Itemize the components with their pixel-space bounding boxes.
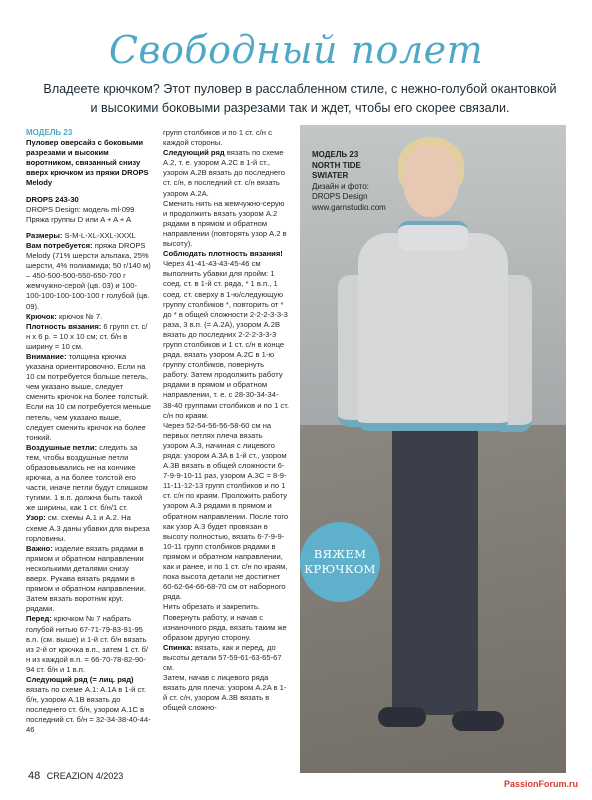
col2-p3: Через 41-41-43-43-45-46 см выполнить убавки для пройм: 1 соед. ст. в 1-й ст. ряда, * 1 в.п., 1 соед. ст. сверху в 1-ю/следующую группу столбиков *, повторить от * до * в общей сложности 2-2-2-3-3-3 раза, 3 в.п. (= A.2A), узором A.2B вязать до последних 2-2-2-3-3-3 групп столбиков и 1 ст. с/н в конце ряда, вязать узором A.2C в 1-ю группу столбиков, повернуть работу. Затем продолжить работу рядами в прямом и обратном направлении, т. е. с 28-30-34-34-38-40 группами столбиков и по 1 ст. с/н по краям. bbox=[163, 259, 289, 420]
intro-text bbox=[30, 80, 570, 118]
hook-text: крючок № 7. bbox=[56, 311, 103, 321]
pattern-text: см. схемы A.1 и A.2. На схеме A.3 даны убавки для выреза горловины. bbox=[26, 513, 150, 543]
sizes-label: Размеры: bbox=[26, 230, 63, 240]
air-text: следить за тем, чтобы воздушные петли образовывались не на кончике крючка, а на более толстой его части, иначе петли будут слишком тугими. 1 в.п. должна быть такой же ширины, как 1 ст. б/н/1 ст. bbox=[26, 442, 148, 513]
model-description: Пуловер оверсайз с боковыми разрезами и высоким воротником, связанный снизу вверх крючком из пряжи DROPS Melody bbox=[26, 138, 149, 188]
model-number: МОДЕЛЬ 23 bbox=[26, 128, 73, 137]
front-text: крючком № 7 набрать голубой нитью 67-71-79-83-91-95 в.п. (см. выше) и 1-й ст. б/н вязать из 2-й от крючка в.п., затем 1 ст. б/н из каждой в.п. = 66-70-78-82-90-94 ст. б/н и 1 в.п. bbox=[26, 614, 148, 674]
next-row-label: Следующий ряд (= лиц. ряд) bbox=[26, 674, 134, 684]
photo-shoe-left bbox=[378, 707, 426, 727]
badge-line-2: КРЮЧКОМ bbox=[304, 562, 376, 576]
photo-caption bbox=[312, 150, 422, 213]
text-column-2 bbox=[163, 128, 289, 768]
col2-next-label: Следующий ряд bbox=[163, 148, 225, 158]
need-text: пряжа DROPS Melody (71% шерсти альпака, 25% шерсти, 4% полиамида; 50 г/140 м) – 450-500-500-550-650-700 г жемчужно-серой (цв. 03) и 100-100-100-100-100-100 г голубой (цв. 09). bbox=[26, 240, 151, 311]
caption-credit-1: Дизайн и фото: bbox=[312, 181, 369, 191]
sizes-text: S-M-L-XL-XXL-XXXL bbox=[62, 230, 136, 240]
col2-p5: Нить обрезать и закрепить. Повернуть работу, и начав с изнаночного ряда, вязать таким же образом другую сторону. bbox=[163, 602, 287, 642]
magazine-issue: CREAZION 4/2023 bbox=[46, 771, 124, 781]
pattern-label: Узор: bbox=[26, 513, 46, 523]
back-label: Спинка: bbox=[163, 642, 193, 652]
badge-line-1: ВЯЖЕМ bbox=[313, 547, 367, 561]
model-photo bbox=[300, 125, 566, 773]
watermark: PassionForum.ru bbox=[503, 779, 578, 789]
caption-model: МОДЕЛЬ 23 bbox=[312, 150, 359, 159]
attention-text: толщина крючка указана ориентировочно. Если на 10 см потребуется больше петель, чем указано выше, следует сменить крючок на более толстый. Если на 10 см потребуется меньше петель, чем указано выше, следует сменить крючок на более тонкий. bbox=[26, 351, 151, 442]
photo-sweater bbox=[358, 233, 508, 431]
design-code: DROPS 243-30 bbox=[26, 194, 79, 204]
back-text: вязать, как и перед, до высоты детали 57-59-61-63-65-67 см. bbox=[163, 642, 282, 672]
col2-p2: Сменить нить на жемчужно-серую и продолжить вязать узором A.2 рядами в прямом и обратном направлении (повторять узор A.2 в высоту). bbox=[163, 198, 287, 249]
caption-site: www.garnstudio.com bbox=[312, 202, 386, 212]
col2-p4: Через 52-54-56-56-58-60 см на первых петлях плеча вязать узором A.3, начиная с лицевого ряда: узором A.3A в 1-й ст., узором A.3B вязать в общей сложности 6-7-9-9-10-11 раз, узором A.3C = 8-9-11-11-12-13 групп столбиков и по 1 ст. с/н по краям. Проложить работу узором A.3 рядами в прямом и обратном направлении. После того как узор A.3 будет провязан в высоту полностью, вязать 6-7-9-9-10-11 групп столбиков рядами в прямом и обратном направлении, как и ранее, и по 1 ст. с/н по краям, пока высота детали не достигнет 60-62-64-66-68-70 см от наборного ряда. bbox=[163, 420, 289, 602]
density-text: 6 групп ст. с/н х 6 р. = 10 х 10 см; ст. б/н в ширину = 10 см. bbox=[26, 321, 148, 351]
important-label: Важно: bbox=[26, 543, 53, 553]
col2-p6: Затем, начав с лицевого ряда вязать для плеча: узором A.2A в 1-й ст. с/н, узором A.3B вязать в общей сложно- bbox=[163, 673, 287, 713]
page-footer bbox=[28, 770, 123, 782]
col2-next-text: вязать по схеме A.2, т. е. узором A.2C в 1-й ст., узором A.2B вязать до последнего ст. с/н, в последний ст. с/н вязать узором A.2A. bbox=[163, 148, 285, 198]
caption-name-2: SWIATER bbox=[312, 171, 349, 180]
hook-label: Крючок: bbox=[26, 311, 57, 321]
intro-line-2: и высокими боковыми разрезами так и ждет, чтобы его скорее связали. bbox=[90, 101, 510, 115]
keep-density-label: Соблюдать плотность вязания! bbox=[163, 249, 283, 259]
photo-jeans bbox=[392, 425, 478, 715]
crochet-badge bbox=[300, 522, 380, 602]
design-line: DROPS Design: модель ml-099 bbox=[26, 204, 135, 214]
caption-name-1: NORTH TIDE bbox=[312, 160, 361, 170]
text-column-1 bbox=[26, 128, 151, 768]
page-title: Свободный полет bbox=[108, 28, 484, 72]
density-label: Плотность вязания: bbox=[26, 321, 102, 331]
page-number: 48 bbox=[28, 770, 41, 782]
caption-credit-2: DROPS Design bbox=[312, 192, 368, 201]
need-label: Вам потребуется: bbox=[26, 240, 93, 250]
col2-p1: групп столбиков и по 1 ст. с/н с каждой стороны. bbox=[163, 128, 272, 148]
yarn-group: Пряжа группы D или A + A + A bbox=[26, 214, 132, 224]
front-label: Перед: bbox=[26, 614, 52, 624]
important-text: изделие вязать рядами в прямом и обратном направлении несколькими деталями снизу вверх. Рукава вязать рядами в прямом и обратном направлении. Затем вязать воротник круг. рядами. bbox=[26, 543, 146, 614]
air-label: Воздушные петли: bbox=[26, 442, 98, 452]
photo-shoe-right bbox=[452, 711, 504, 731]
intro-line-1: Владеете крючком? Этот пуловер в расслабленном стиле, с нежно-голубой окантовкой bbox=[43, 82, 557, 96]
photo-collar bbox=[398, 221, 468, 251]
attention-label: Внимание: bbox=[26, 351, 67, 361]
next-row-text: вязать по схеме A.1: A.1A в 1-й ст. б/н, узором A.1B вязать до последнего ст. б/н, узором A.1C в последний ст. б/н = 32-34-38-40-44-46 bbox=[26, 685, 151, 735]
